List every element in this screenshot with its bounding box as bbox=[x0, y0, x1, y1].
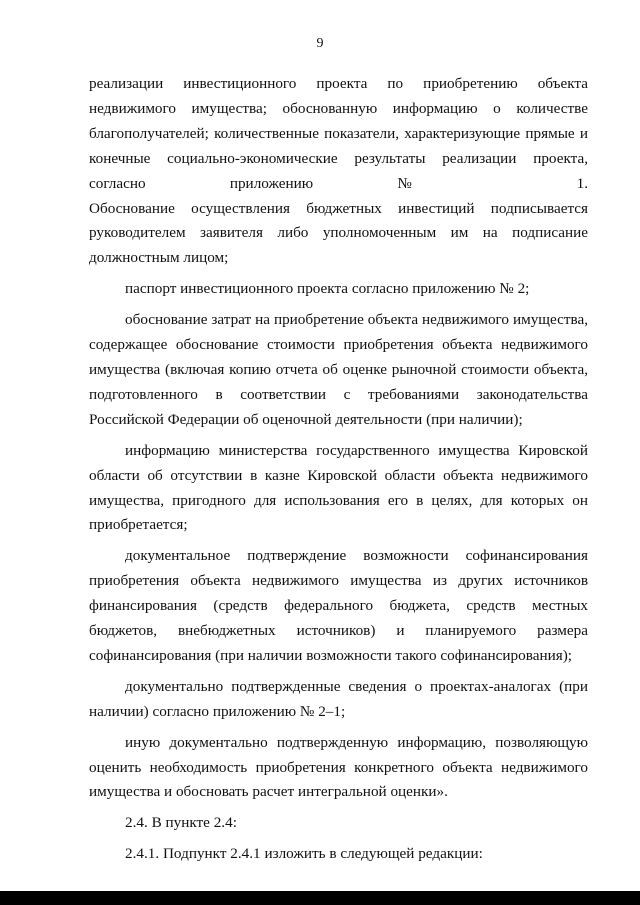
paragraph-10: 2.4.1. Подпункт 2.4.1 изложить в следующей редакции: bbox=[125, 845, 483, 863]
paragraph-2: Обоснование осуществления бюджетных инвестиций подписывается руководителем заявителя либо уполномоченным им на подписание должностным лицом; bbox=[89, 199, 588, 267]
paragraph-3: паспорт инвестиционного проекта согласно приложению № 2; bbox=[125, 280, 530, 298]
paragraph-5: информацию министерства государственного имущества Кировской области об отсутствии в казне Кировской области объекта недвижимого имущества, пригодного для использования его в целях, для которых он приобретается; bbox=[89, 441, 588, 534]
paragraph-6: документальное подтверждение возможности софинансирования приобретения объекта недвижимого имущества из других источников финансирования (средств федерального бюджета, средств местных бюджетов, внебюджетных источников) и планируемого размера софинансирования (при наличии возможности такого софинансирования); bbox=[89, 547, 588, 664]
scan-bottom-border bbox=[0, 891, 640, 905]
paragraph-7: документально подтвержденные сведения о проектах-аналогах (при наличии) согласно приложению № 2–1; bbox=[89, 677, 588, 720]
document-body bbox=[89, 72, 588, 867]
paragraph-4: обоснование затрат на приобретение объекта недвижимого имущества, содержащее обоснование стоимости приобретения объекта недвижимого имущества (включая копию отчета об оценке рыночной стоимости объекта, подготовленного в соответствии с требованиями законодательства Российской Федерации об оценочной деятельности (при наличии); bbox=[89, 311, 588, 428]
paragraph-9: 2.4. В пункте 2.4: bbox=[125, 814, 237, 832]
paragraph-1: реализации инвестиционного проекта по приобретению объекта недвижимого имущества; обоснованную информацию о количестве благополучателей; количественные показатели, характеризующие прямые и конечные социально-экономические результаты реализации проекта, согласно приложению № 1. bbox=[89, 75, 588, 192]
page-number: 9 bbox=[316, 36, 324, 51]
paragraph-8: иную документально подтвержденную информацию, позволяющую оценить необходимость приобретения конкретного объекта недвижимого имущества и обосновать расчет интегральной оценки». bbox=[89, 733, 588, 801]
